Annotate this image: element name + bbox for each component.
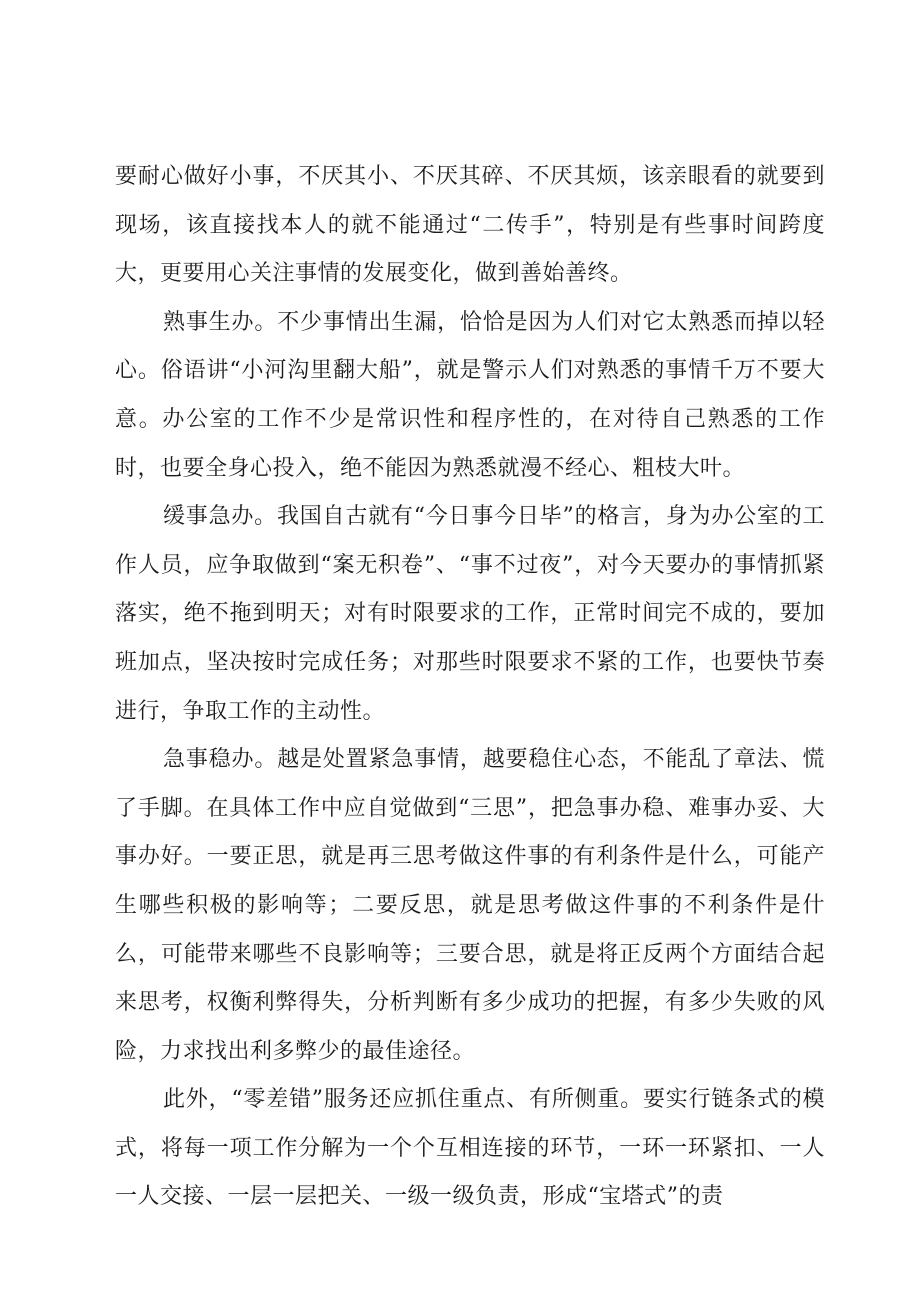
paragraph-familiar-matters: 熟事生办。不少事情出生漏，恰恰是因为人们对它太熟悉而掉以轻心。俗语讲“小河沟里翻大船”，就是警示人们对熟悉的事情千万不要大意。办公室的工作不少是常识性和程序性的，在对待自己熟悉的工作时，也要全身心投入，绝不能因为熟悉就漫不经心、粗枝大叶。 [115,309,825,481]
paragraph-continuation: 要耐心做好小事，不厌其小、不厌其碎、不厌其烦，该亲眼看的就要到现场，该直接找本人的就不能通过“二传手”，特别是有些事时间跨度大，更要用心关注事情的发展变化，做到善始善终。 [115,164,825,287]
document-body [115,153,825,1222]
paragraph-urgent-matters: 急事稳办。越是处置紧急事情，越要稳住心态，不能乱了章法、慌了手脚。在具体工作中应自觉做到“三思”，把急事办稳、难事办妥、大事办好。一要正思，就是再三思考做这件事的有利条件是什么，可能产生哪些积极的影响等；二要反思，就是思考做这件事的不利条件是什么，可能带来哪些不良影响等；三要合思，就是将正反两个方面结合起来思考，权衡利弊得失，分析判断有多少成功的把握，有多少失败的风险，力求找出利多弊少的最佳途径。 [115,747,825,1064]
paragraph-slow-matters: 缓事急办。我国自古就有“今日事今日毕”的格言，身为办公室的工作人员，应争取做到“案无积卷”、“事不过夜”，对今天要办的事情抓紧落实，绝不拖到明天；对有时限要求的工作，正常时间完不成的，要加班加点，坚决按时完成任务；对那些时限要求不紧的工作，也要快节奏进行，争取工作的主动性。 [115,504,825,724]
paragraph-zero-error-service: 此外，“零差错”服务还应抓住重点、有所侧重。要实行链条式的模式，将每一项工作分解为一个个互相连接的环节，一环一环紧扣、一人一人交接、一层一层把关、一级一级负责，形成“宝塔式”的责 [115,1087,825,1210]
